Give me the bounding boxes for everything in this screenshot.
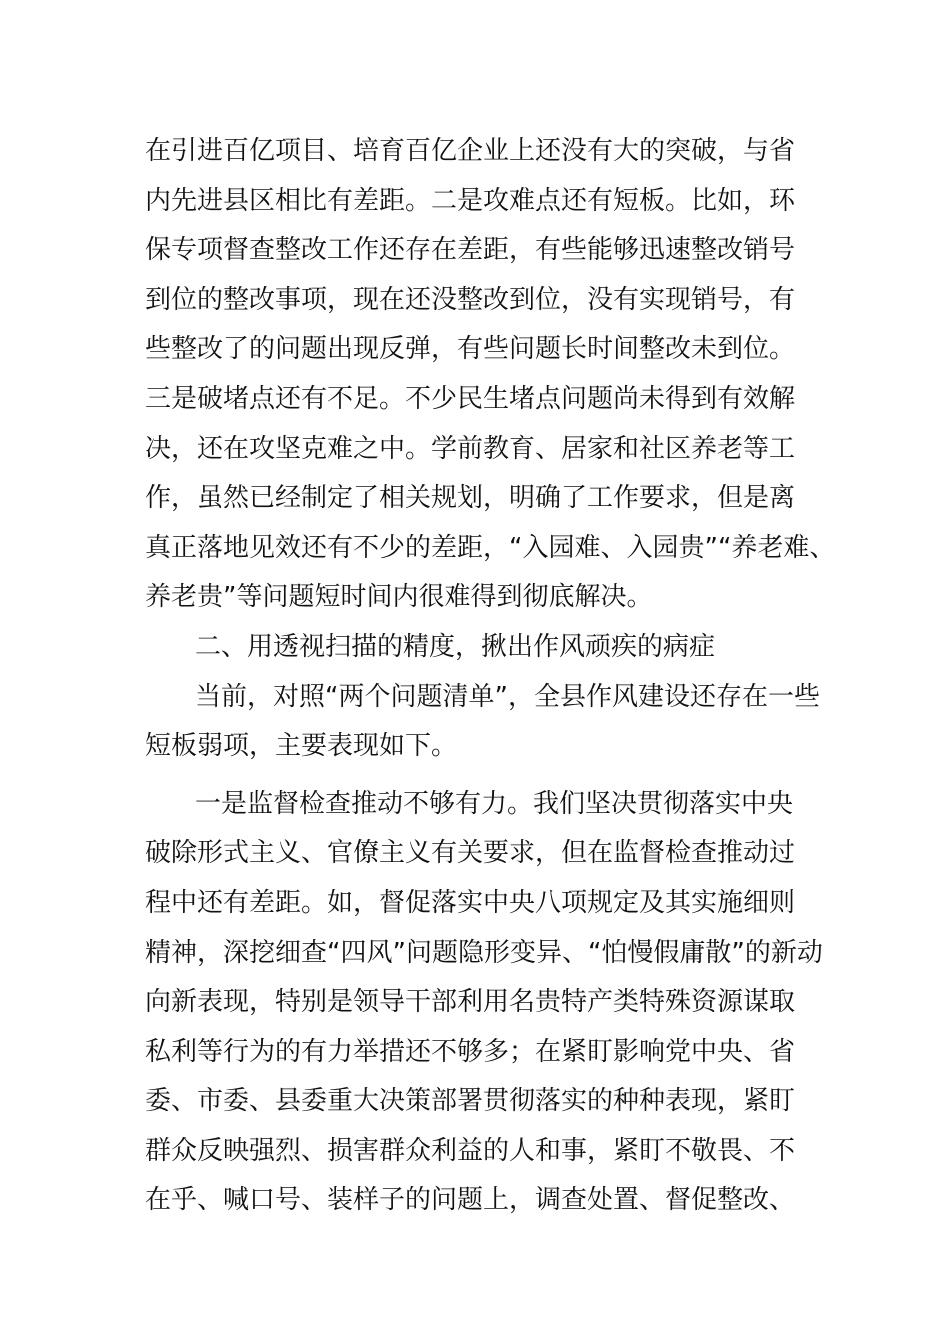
- text-line: 破除形式主义、官僚主义有关要求，但在监督检查推动过: [145, 838, 796, 869]
- section-heading: 二、用透视扫描的精度，揪出作风顽疾的病症: [195, 631, 716, 662]
- text-line: 保专项督查整改工作还存在差距，有些能够迅速整改销号: [145, 235, 796, 266]
- text-line: 养老贵”等问题短时间内很难得到彻底解决。: [145, 582, 653, 613]
- text-line: 私利等行为的有力举措还不够多；在紧盯影响党中央、省: [145, 1036, 796, 1067]
- text-line: 一是监督检查推动不够有力。我们坚决贯彻落实中央: [195, 788, 794, 819]
- paragraph-gap: [145, 772, 825, 780]
- text-line: 程中还有差距。如，督促落实中央八项规定及其实施细则: [145, 887, 796, 918]
- text-line: 真正落地见效还有不少的差距，“入园难、入园贵”“养老难、: [145, 532, 836, 563]
- text-line: 决，还在攻坚克难之中。学前教育、居家和社区养老等工: [145, 433, 796, 464]
- text-line: 些整改了的问题出现反弹，有些问题长时间整改未到位。: [145, 334, 796, 365]
- text-line: 到位的整改事项，现在还没整改到位，没有实现销号，有: [145, 284, 796, 315]
- text-line: 在乎、喊口号、装样子的问题上，调查处置、督促整改、: [145, 1185, 796, 1216]
- text-line: 在引进百亿项目、培育百亿企业上还没有大的突破，与省: [145, 136, 796, 166]
- text-line: 当前，对照“两个问题清单”，全县作风建设还存在一些: [195, 681, 820, 712]
- text-line: 委、市委、县委重大决策部署贯彻落实的种种表现，紧盯: [145, 1086, 796, 1117]
- body-text: [145, 127, 836, 1226]
- text-line: 群众反映强烈、损害群众利益的人和事，紧盯不敬畏、不: [145, 1135, 796, 1166]
- text-line: 短板弱项，主要表现如下。: [145, 731, 458, 762]
- text-line: 三是破堵点还有不足。不少民生堵点问题尚未得到有效解: [145, 383, 796, 414]
- text-line: 精神，深挖细查“四风”问题隐形变异、“怕慢假庸散”的新动: [145, 937, 823, 968]
- text-line: 内先进县区相比有差距。二是攻难点还有短板。比如，环: [145, 185, 796, 216]
- text-line: 作，虽然已经制定了相关规划，明确了工作要求，但是离: [145, 483, 796, 514]
- text-line: 向新表现，特别是领导干部利用名贵特产类特殊资源谋取: [145, 987, 796, 1018]
